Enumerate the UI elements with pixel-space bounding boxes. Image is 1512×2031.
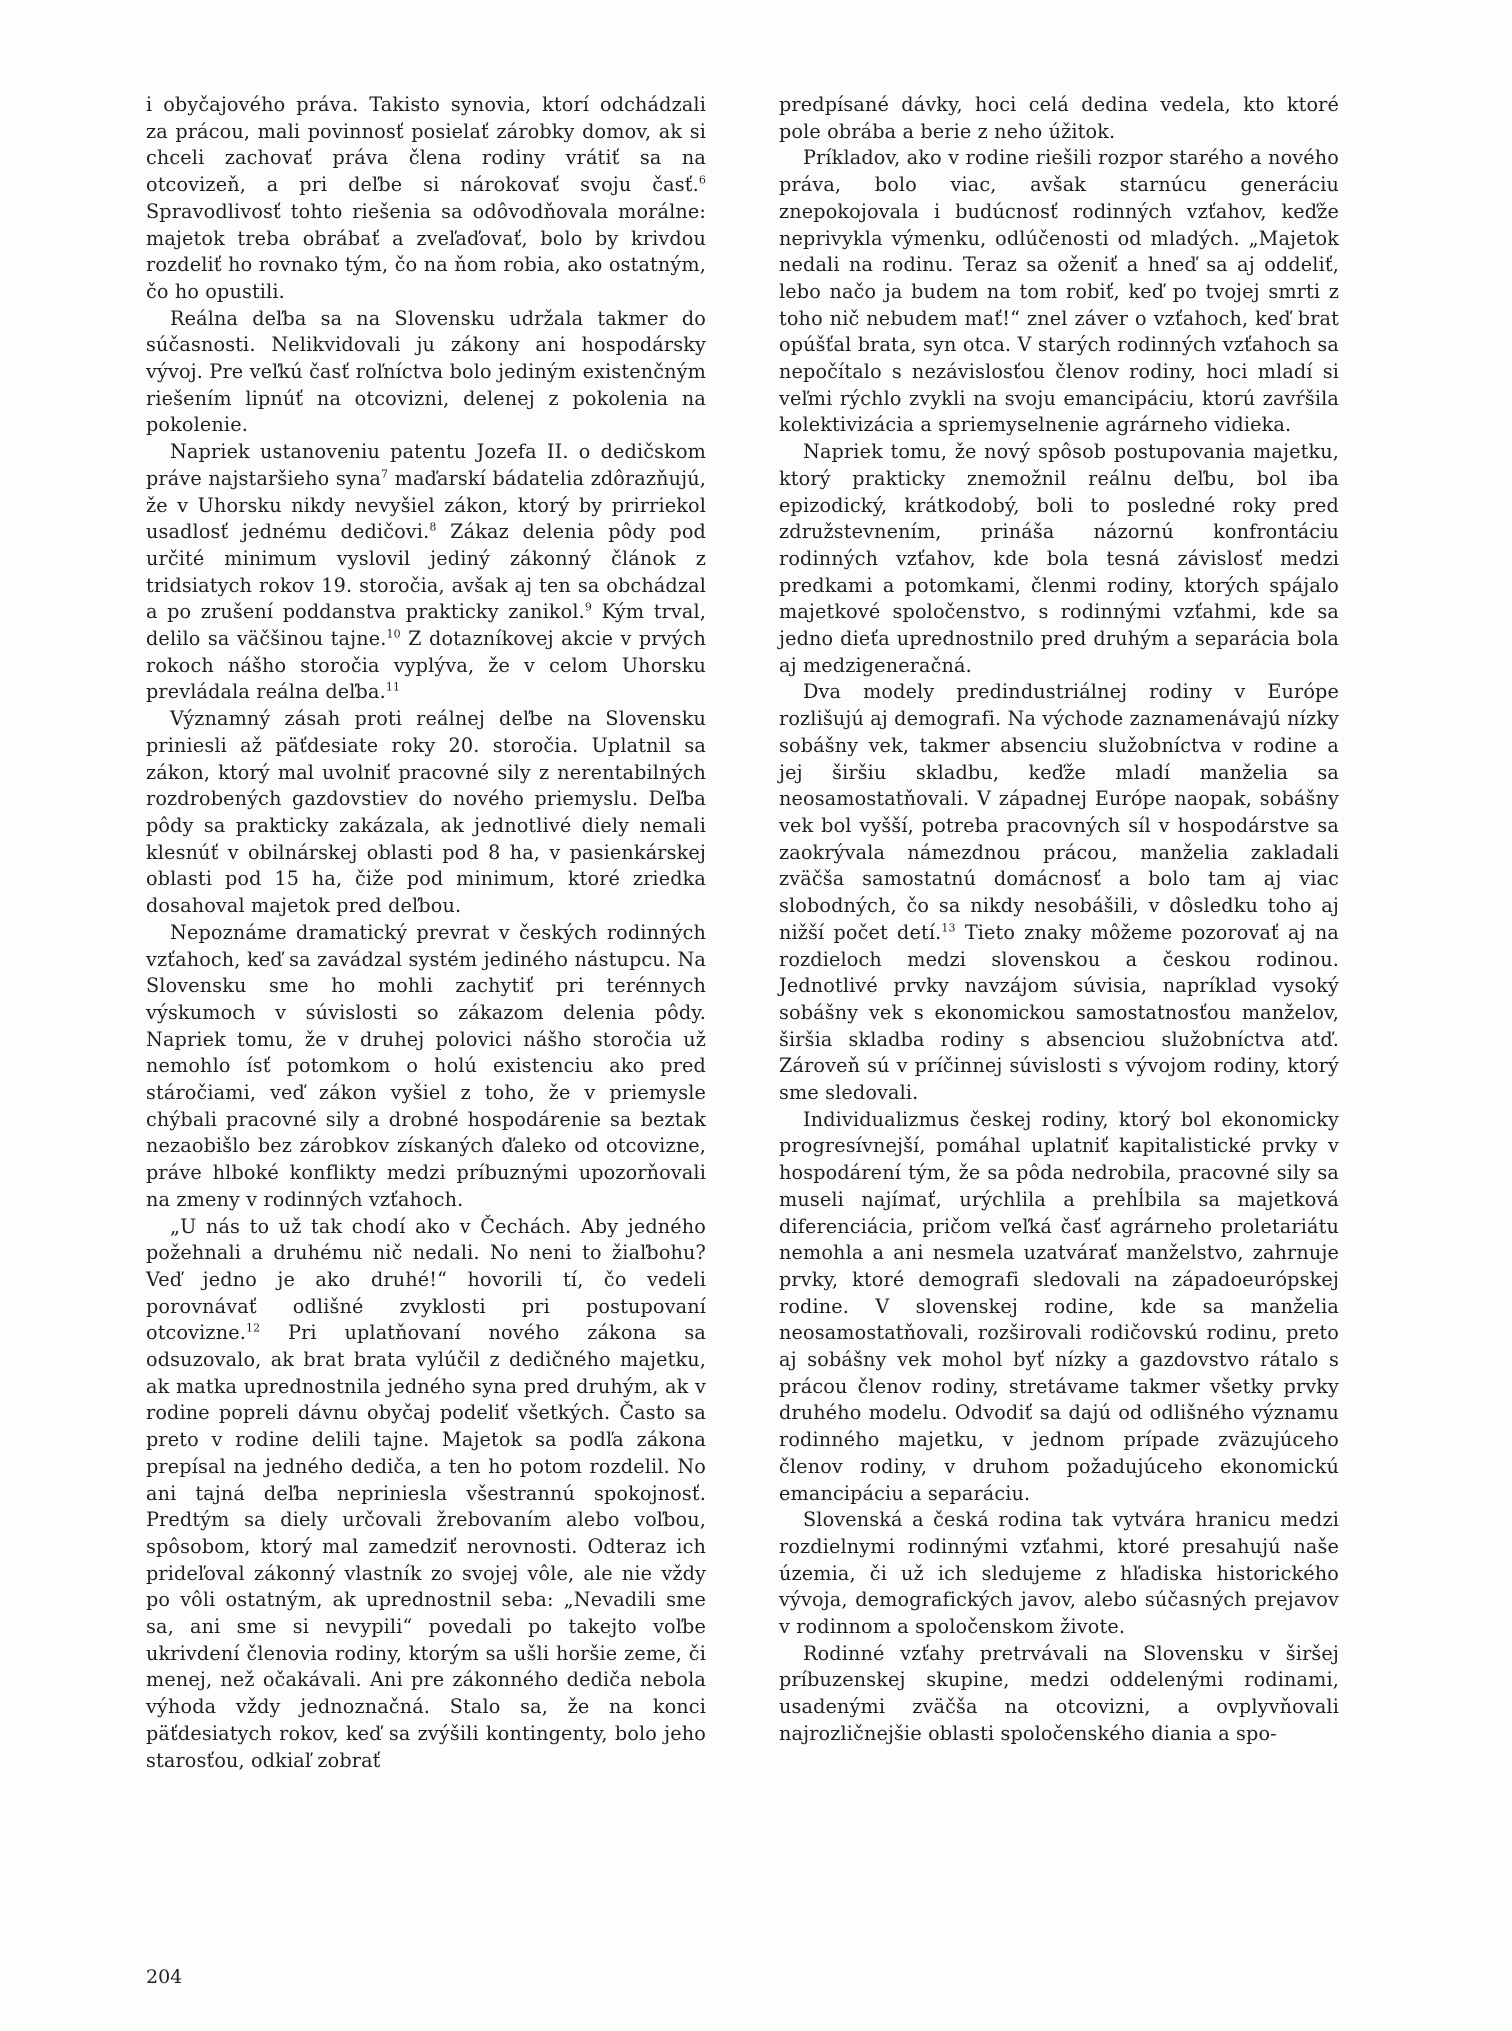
paragraph-text: Napriek tomu, že nový spôsob postupovania majetku, ktorý prakticky znemožnil reálnu deľbu, bol iba epizodický, krátkodobý, boli to posledné roky pred združstevnením, prináša názornú konfrontáciu rodinných vzťahov, kde bola tesná závislosť medzi predkami a potomkami, členmi rodiny, ktorých spájalo majetkové spoločenstvo, s rodinnými vzťahmi, kde sa jedno dieťa uprednostnilo pred druhým a separácia bola aj medzigeneračná.	[779, 440, 1339, 677]
paragraph-text: Slovenská a česká rodina tak vytvára hranicu medzi rozdielnymi rodinnými vzťahmi, ktoré presahujú naše územia, či už ich sledujeme z hľadiska historického vývoja, demografických javov, alebo súčasných prejavov v rodinnom a spoločenskom živote.	[779, 1508, 1339, 1639]
paragraph-text: Z dotazníkovej akcie v prvých rokoch nášho storočia vyplýva, že v celom Uhorsku prevládala reálna deľba.	[146, 627, 707, 704]
paragraph-text: Kým trval, delilo sa väčšinou tajne.	[146, 600, 706, 651]
footnote-marker: 11	[385, 681, 401, 695]
footnote-marker: 6	[698, 173, 706, 187]
paragraph-text: Napriek ustanoveniu patentu Jozefa II. o dedičskom práve najstaršieho syna	[146, 440, 706, 490]
paragraph-text: predpísané dávky, hoci celá dedina vedela, kto ktoré pole obrába a berie z neho úžitok.	[779, 93, 1339, 143]
paragraph	[779, 92, 1339, 145]
paragraph	[779, 679, 1339, 1106]
paragraph	[146, 920, 706, 1214]
footnote-marker: 9	[584, 600, 593, 614]
paragraph	[779, 1507, 1339, 1641]
footnote-marker: 8	[429, 520, 437, 534]
footnote-marker: 10	[386, 627, 401, 641]
paragraph	[779, 1107, 1339, 1508]
paragraph-text: Tieto znaky môžeme pozorovať aj na rozdieloch medzi slovenskou a českou rodinou. Jednotlivé prvky navzájom súvisia, napríklad vysoký sobášny vek s ekonomickou samostatnosťou manželov, širšia skladba rodiny s absenciou služobníctva atď. Zároveň sú v príčinnej súvislosti s vývojom rodiny, ktorý sme sledovali.	[779, 920, 1339, 1105]
paragraph-text: Zákaz delenia pôdy pod určité minimum vyslovil jediný zákonný článok z tridsiatych rokov 19. storočia, avšak aj ten sa obchádzal a po zrušení poddanstva prakticky zanikol.	[146, 520, 706, 624]
paragraph	[146, 1214, 706, 1775]
paragraph	[779, 439, 1339, 679]
left-column	[146, 92, 706, 1774]
paragraph-text: Príkladov, ako v rodine riešili rozpor starého a nového práva, bolo viac, avšak starnúcu generáciu znepokojovala i budúcnosť rodinných vzťahov, keďže neprivykla výmenku, odlúčenosti od mladých. „Majetok nedali na rodinu. Teraz sa oženiť a hneď sa aj oddeliť, lebo načo ja budem na tom robiť, keď po tvojej smrti z toho nič nebudem mať!“ znel záver o vzťahoch, keď brat opúšťal brata, syn otca. V starých rodinných vzťahoch sa nepočítalo s nezávislosťou členov rodiny, hoci mladí si veľmi rýchlo zvykli na svoju emancipáciu, ktorú zavŕšila kolektivizácia a spriemyselnenie agrárneho vidieka.	[779, 146, 1339, 437]
paragraph-text: Spravodlivosť tohto riešenia sa odôvodňovala morálne: majetok treba obrábať a zveľaďovať, bolo by krivdou rozdeliť ho rovnako tým, čo na ňom robia, ako ostatným, čo ho opustili.	[146, 199, 706, 303]
paragraph-text: Individualizmus českej rodiny, ktorý bol ekonomicky progresívnejší, pomáhal uplatniť kapitalistické prvky v hospodárení tým, že sa pôda nedrobila, pracovné sily sa museli najímať, urýchlila a prehĺbila sa majetková diferenciácia, pričom veľká časť agrárneho proletariátu nemohla a ani nesmela uzatvárať manželstvo, zahrnuje prvky, ktoré demografi sledovali na západoeurópskej rodine. V slovenskej rodine, kde sa manželia neosamostatňovali, rozširovali rodičovskú rodinu, preto aj sobášny vek mohol byť nízky a gazdovstvo rátalo s prácou členov rodiny, stretávame takmer všetky prvky druhého modelu. Odvodiť sa dajú od odlišného významu rodinného majetku, v jednom prípade zväzujúceho členov rodiny, v druhom požadujúceho ekonomickú emancipáciu a separáciu.	[779, 1107, 1339, 1505]
paragraph	[779, 145, 1339, 439]
right-column	[779, 92, 1339, 1748]
paragraph-text: Reálna deľba sa na Slovensku udržala takmer do súčasnosti. Nelikvidovali ju zákony ani hospodársky vývoj. Pre veľkú časť roľníctva bolo jediným existenčným riešením lipnúť na otcovizni, delenej z pokolenia na pokolenie.	[146, 306, 706, 437]
paragraph	[146, 439, 706, 706]
paragraph	[146, 306, 706, 440]
paragraph-text: maďarskí bádatelia zdôrazňujú, že v Uhorsku nikdy nevyšiel zákon, ktorý by prirriekol usadlosť jednému dedičovi.	[146, 466, 707, 544]
paragraph-text: Nepoznáme dramatický prevrat v českých rodinných vzťahoch, keď sa zavádzal systém jediného nástupcu. Na Slovensku sme ho mohli zachytiť pri terénnych výskumoch v súvislosti so zákazom delenia pôdy. Napriek tomu, že v druhej polovici nášho storočia už nemohlo ísť potomkom o holú existenciu ako pred stáročiami, veď zákon vyšiel z toho, že v priemysle chýbali pracovné sily a drobné hospodárenie sa beztak nezaobišlo bez zárobkov získaných ďaleko od otcovizne, práve hlboké konflikty medzi príbuznými upozorňovali na zmeny v rodinných vzťahoch.	[146, 920, 706, 1211]
paragraph-text: Dva modely predindustriálnej rodiny v Európe rozlišujú aj demografi. Na východe zaznamenávajú nízky sobášny vek, takmer absenciu služobníctva v rodine a jej širšiu skladbu, keďže mladí manželia sa neosamostatňovali. V západnej Európe naopak, sobášny vek bol vyšší, potreba pracovných síl v hospodárstve sa zaokrývala námezdnou prácou, manželia zakladali zväčša samostatnú domácnosť a bolo tam aj viac slobodných, čo sa nikdy nesobášili, v dôsledku toho aj nižší počet detí.	[779, 680, 1339, 944]
paragraph-text: Pri uplatňovaní nového zákona sa odsuzovalo, ak brat brata vylúčil z dedičného majetku, ak matka uprednostnila jedného syna pred druhým, ak v rodine popreli dávnu obyčaj podeliť všetkých. Často sa preto v rodine delili tajne. Majetok sa podľa zákona prepísal na jedného dediča, a ten ho potom rozdelil. No ani tajná deľba nepriniesla všestrannú spokojnosť. Predtým sa diely určovali žrebovaním alebo voľbou, spôsobom, ktorý mal zamedziť nerovnosti. Odteraz ich prideľoval zákonný vlastník zo svojej vôle, ale nie vždy po vôli ostatným, ak uprednostnil seba: „Nevadili sme sa, ani sme si nevypili“ povedali po takejto voľbe ukrivdení členovia rodiny, ktorým sa ušli horšie zeme, či menej, než očakávali. Ani pre zákonného dediča nebola výhoda vždy jednoznačná. Stalo sa, že na konci päťdesiatych rokov, keď sa zvýšili kontingenty, bolo jeho starosťou, odkiaľ zobrať	[146, 1321, 706, 1772]
footnote-marker: 12	[245, 1321, 261, 1335]
paragraph-text: Významný zásah proti reálnej deľbe na Slovensku priniesli až päťdesiate roky 20. storočia. Uplatnil sa zákon, ktorý mal uvolniť pracovné sily z nerentabilných rozdrobených gazdovstiev do nového priemyslu. Deľba pôdy sa prakticky zakázala, ak jednotlivé diely nemali klesnúť v obilnárskej oblasti pod 8 ha, v pasienkárskej oblasti pod 15 ha, čiže pod minimum, ktoré zriedka dosahoval majetok pred deľbou.	[146, 707, 706, 918]
page-number: 204	[146, 1966, 183, 1988]
footnote-marker: 7	[380, 467, 389, 481]
paragraph-text: Rodinné vzťahy pretrvávali na Slovensku v širšej príbuzenskej skupine, medzi oddelenými rodinami, usadenými zväčša na otcovizni, a ovplyvňovali najrozličnejšie oblasti spoločenského diania a spo-	[779, 1641, 1339, 1745]
paragraph-text: „U nás to už tak chodí ako v Čechách. Aby jedného požehnali a druhému nič nedali. No neni to žiaľbohu? Veď jedno je ako druhé!“ hovorili tí, čo vedeli porovnávať odlišné zvyklosti pri postupovaní otcovizne.	[146, 1214, 706, 1345]
paragraph	[146, 92, 706, 306]
paragraph	[779, 1641, 1339, 1748]
paragraph	[146, 706, 706, 920]
paragraph-text: i obyčajového práva. Takisto synovia, ktorí odchádzali za prácou, mali povinnosť posielať zárobky domov, ak si chceli zachovať práva člena rodiny vrátiť sa na otcovizeň, a pri deľbe si nárokovať svoju časť.	[146, 93, 706, 197]
footnote-marker: 13	[941, 921, 956, 935]
